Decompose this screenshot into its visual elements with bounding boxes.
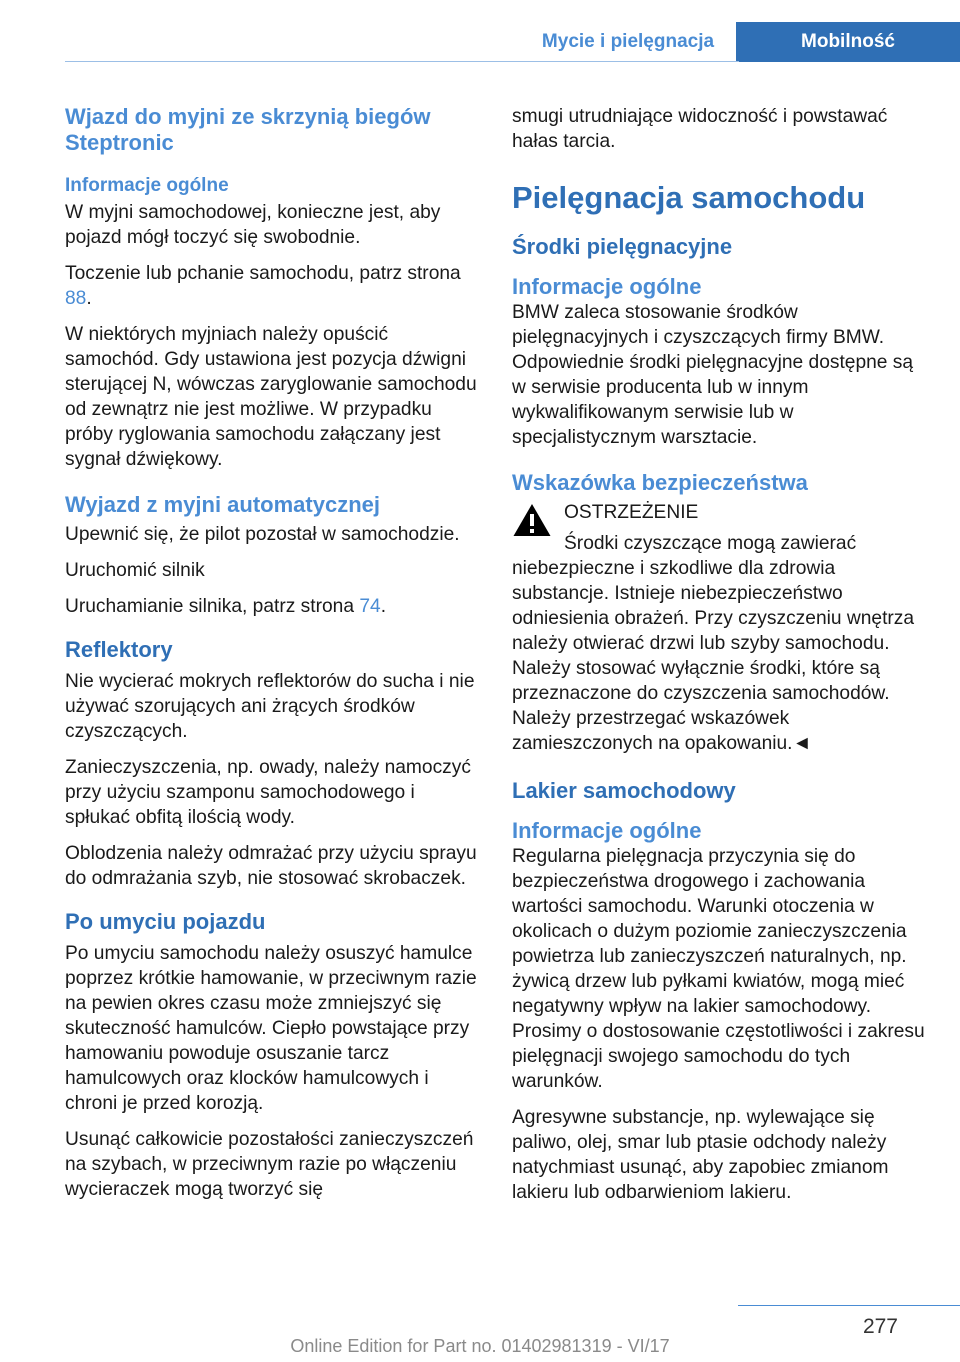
header-rule (65, 61, 739, 62)
towing-ref-text: Toczenie lub pchanie samochodu, patrz strona (65, 263, 461, 284)
paragraph-dry-brakes: Po umyciu samochodu należy osuszyć hamulce poprzez krótkie hamowanie, w przeciwnym razie na pewien okres czasu może zmniejszyć się skuteczność hamulców. Ciepło powstające przy hamowaniu powoduje osuszanie tarcz hamulcowych oraz klocków hamulcowych i chroni je przed korozją. (65, 943, 477, 1114)
heading-general-info-paint: Informacje ogólne (512, 818, 702, 843)
start-ref-text: Uruchamianie silnika, patrz strona (65, 596, 360, 617)
heading-car-paint: Lakier samochodowy (512, 778, 736, 803)
paragraph-remote-check: Upewnić się, że pilot pozostał w samochodzie. (65, 524, 460, 545)
right-column (512, 104, 932, 1216)
paragraph-paint-care: Regularna pielęgnacja przyczynia się do bezpieczeństwa drogowego i zachowania wartości samochodu. Warunki otoczenia w okolicach o dużym poziomie zanieczyszczenia powietrza lub zanieczyszczeń naturalnych, np. żywicą drzew lub pyłkami kwiatów, mogą mieć negatywny wpływ na lakier samochodowy. Prosimy o dostosowanie częstotliwości i zakresu pielęgnacji swojego samochodu do tych warunków. (512, 846, 925, 1092)
heading-reflectors: Reflektory (65, 637, 173, 662)
heading-care-products: Środki pielęgnacyjne (512, 234, 733, 259)
heading-general-info-products: Informacje ogólne (512, 274, 702, 299)
warning-triangle-icon (512, 502, 552, 538)
heading-general-info: Informacje ogólne (65, 175, 229, 196)
warning-block (512, 500, 932, 756)
paragraph-free-rolling: W myjni samochodowej, konieczne jest, aby pojazd mógł toczyć się swobodnie. (65, 202, 441, 248)
heading-exit-carwash: Wyjazd z myjni automatycznej (65, 492, 381, 517)
warning-text: Środki czyszczące mogą zawierać niebezpieczne i szkodliwe dla zdrowia substancje. Istnieje niebezpieczeństwo odniesienia obrażeń. Przy czyszczeniu wnętrza należy otwierać drzwi lub szyby samochodu. Należy stosować wyłącznie środki, które są przeznaczone do czyszczenia samochodów. Należy przestrzegać wskazówek zamieszczonych na opakowaniu.◄ (512, 533, 915, 754)
section-tab[interactable]: Mycie i pielęgnacja (541, 31, 715, 52)
page-link-88[interactable]: 88 (65, 288, 87, 309)
paragraph-continued: smugi utrudniające widoczność i powstawać hałas tarcia. (512, 106, 888, 152)
paragraph-reflectors-ice: Oblodzenia należy odmrażać przy użyciu sprayu do odmrażania szyb, nie stosować skrobaczek. (65, 843, 477, 889)
heading-car-care: Pielęgnacja samochodu (512, 180, 866, 215)
footer-edition: Online Edition for Part no. 01402981319 - VI/17 (290, 1336, 670, 1356)
warning-title: OSTRZEŻENIE (564, 502, 699, 523)
paragraph-window-residue: Usunąć całkowicie pozostałości zanieczyszczeń na szybach, w przeciwnym razie po włączeniu wycieraczek mogą tworzyć się (65, 1129, 474, 1200)
left-column (65, 104, 485, 1213)
heading-steptronic: Wjazd do myjni ze skrzynią biegów Steptronic (65, 104, 431, 155)
paragraph-leave-car: W niektórych myjniach należy opuścić samochód. Gdy ustawiona jest pozycja dźwigni sterującej N, wówczas zaryglowanie samochodu od zewnątrz nie jest możliwe. W przypadku próby ryglowania samochodu załączany jest sygnał dźwiękowy. (65, 324, 477, 470)
paragraph-start-ref (65, 594, 485, 619)
start-ref-end: . (380, 596, 387, 617)
paragraph-towing-ref (65, 261, 485, 311)
page-number: 277 (862, 1315, 898, 1338)
footer-rule (738, 1305, 960, 1306)
paragraph-products: BMW zaleca stosowanie środków pielęgnacyjnych i czyszczących firmy BMW. Odpowiednie środki pielęgnacyjne dostępne są w serwisie producenta lub w innym wykwalifikowanym serwisie lub w specjalistycznym warsztacie. (512, 302, 914, 448)
heading-safety-note: Wskazówka bezpieczeństwa (512, 470, 808, 495)
chapter-tab[interactable]: Mobilność (736, 22, 960, 62)
page-link-74[interactable]: 74 (359, 596, 381, 617)
paragraph-aggressive-substances: Agresywne substancje, np. wylewające się paliwo, olej, smar lub ptasie odchody należy natychmiast usunąć, aby zapobiec zmianom lakieru lub odbarwieniom lakieru. (512, 1107, 889, 1203)
header-tabs (520, 22, 960, 62)
paragraph-reflectors-wipe: Nie wycierać mokrych reflektorów do sucha i nie używać szorujących ani żrących środków czyszczących. (65, 671, 475, 742)
paragraph-reflectors-insects: Zanieczyszczenia, np. owady, należy namoczyć przy użyciu szamponu samochodowego i spłukać obfitą ilością wody. (65, 757, 471, 828)
towing-ref-end: . (86, 288, 92, 309)
paragraph-start-engine: Uruchomić silnik (65, 560, 205, 581)
heading-after-wash: Po umyciu pojazdu (65, 909, 266, 934)
